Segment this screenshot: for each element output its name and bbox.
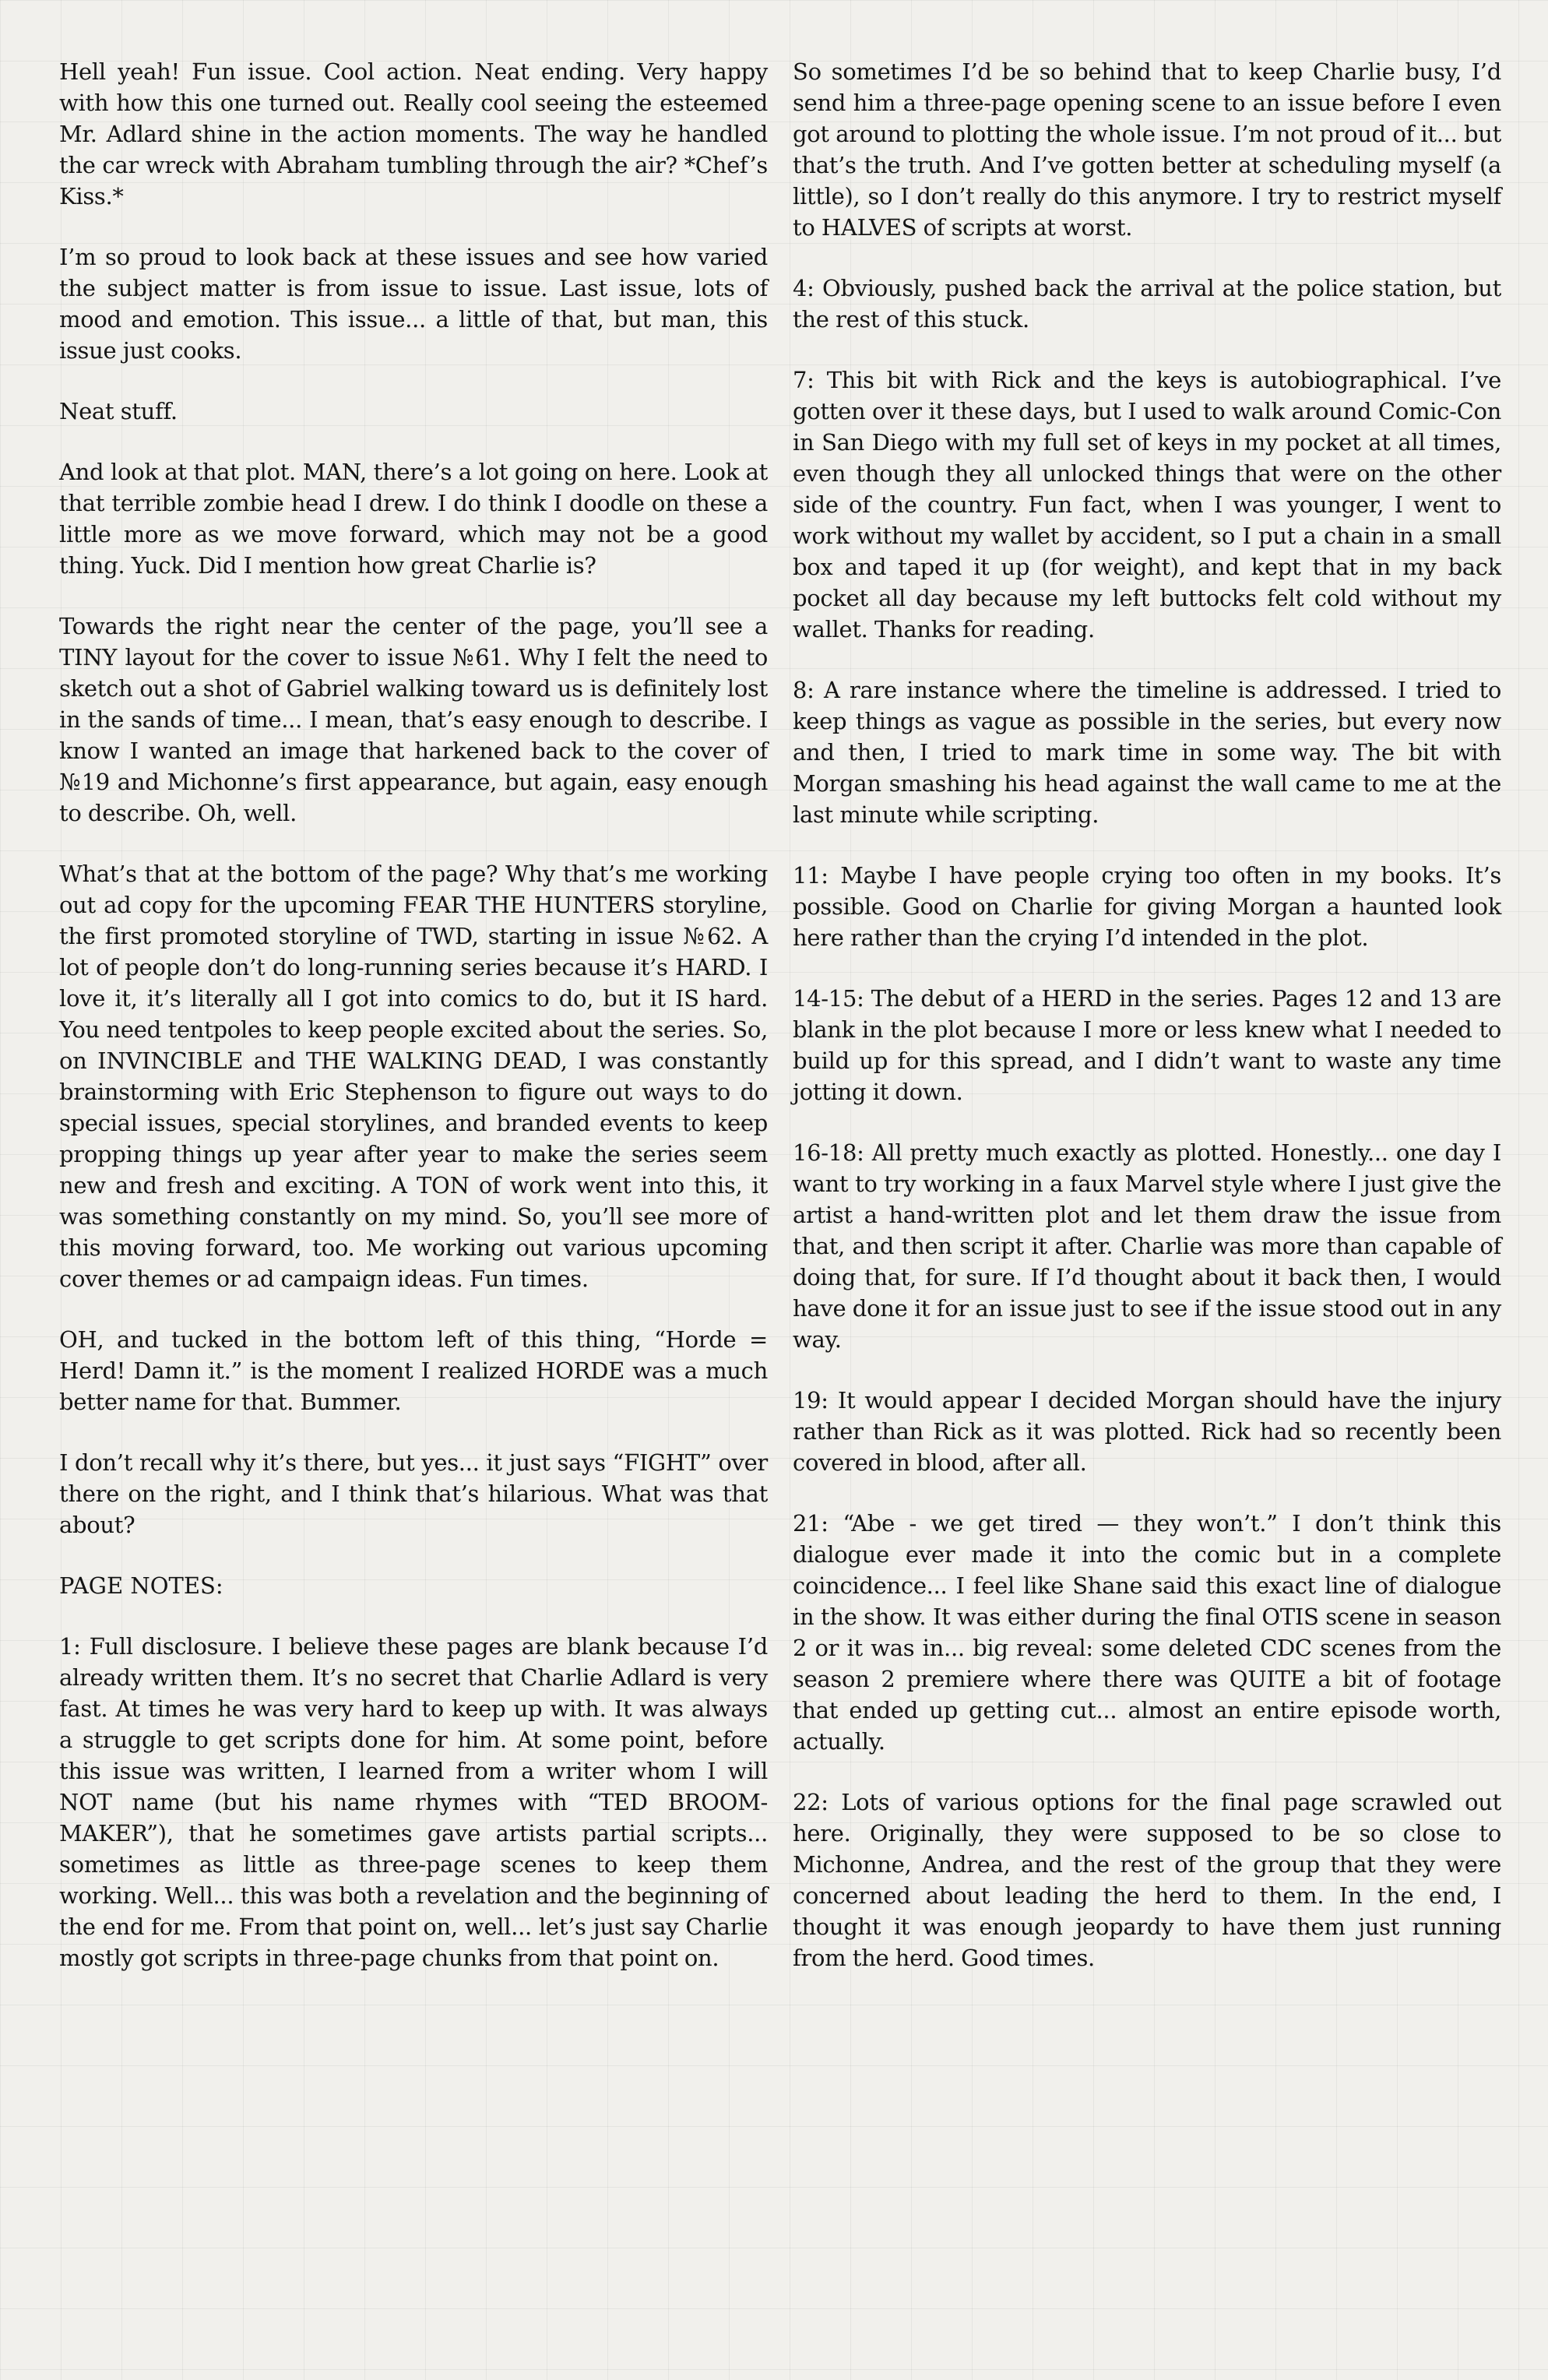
paragraph-neat-stuff: Neat stuff. [59, 398, 178, 424]
note-page-22: 22: Lots of various options for the final page scrawled out here. Originally, they were supposed to be so close to Michonne, Andrea, and the rest of the group that they were concerned about leading the herd to them. In the end, I thought it was enough jeopardy to have them just running from the herd. Good times. [793, 1789, 1501, 1971]
page-notes-heading: PAGE NOTES: [59, 1572, 223, 1599]
note-page-19: 19: It would appear I decided Morgan should have the injury rather than Rick as it was plotted. Rick had so recently been covered in blood, after all. [793, 1387, 1501, 1476]
paragraph-intro: Hell yeah! Fun issue. Cool action. Neat ending. Very happy with how this one turned out. Really cool seeing the esteemed Mr. Adlard shine in the action moments. The way he handled the car wreck with Abraham tumbling through the air? *Chef’s Kiss.* [59, 58, 768, 209]
note-pages-14-15: 14-15: The debut of a HERD in the series. Pages 12 and 13 are blank in the plot because I more or less knew what I needed to build up for this spread, and I didn’t want to waste any time jotting it down. [793, 985, 1501, 1105]
note-page-8: 8: A rare instance where the timeline is addressed. I tried to keep things as vague as possible in the series, but every now and then, I tried to mark time in some way. The bit with Morgan smashing his head against the wall came to me at the last minute while scripting. [793, 677, 1501, 828]
paragraph-cover-layout: Towards the right near the center of the page, you’ll see a TINY layout for the cover to issue №61. Why I felt the need to sketch out a shot of Gabriel walking toward us is definitely lost in the sands of time... I mean, that’s easy enough to describe. I know I wanted an image that harkened back to the cover of №19 and Michonne’s first appearance, but again, easy enough to describe. Oh, well. [59, 613, 768, 826]
note-page-4: 4: Obviously, pushed back the arrival at the police station, but the rest of this stuck. [793, 275, 1501, 333]
right-column [793, 56, 1501, 2003]
paragraph-ad-copy: What’s that at the bottom of the page? Why that’s me working out ad copy for the upcoming FEAR THE HUNTERS storyline, the first promoted storyline of TWD, starting in issue №62. A lot of people don’t do long-running series because it’s HARD. I love it, it’s literally all I got into comics to do, but it IS hard. You need tentpoles to keep people excited about the series. So, on INVINCIBLE and THE WALKING DEAD, I was constantly brainstorming with Eric Stephenson to figure out ways to do special issues, special storylines, and branded events to keep propping things up year after year to make the series seem new and fresh and exciting. A TON of work went into this, it was something constantly on my mind. So, you’ll see more of this moving forward, too. Me working out various upcoming cover themes or ad campaign ideas. Fun times. [59, 861, 768, 1292]
note-page-1: 1: Full disclosure. I believe these pages are blank because I’d already written them. It’s no secret that Charlie Adlard is very fast. At times he was very hard to keep up with. It was always a struggle to get scripts done for him. At some point, before this issue was written, I learned from a writer whom I will NOT name (but his name rhymes with “TED BROOM-MAKER”), that he sometimes gave artists partial scripts... sometimes as little as three-page scenes to keep them working. Well... this was both a revelation and the beginning of the end for me. From that point on, well... let’s just say Charlie mostly got scripts in three-page chunks from that point on. [59, 1633, 768, 1971]
paragraph-plot: And look at that plot. MAN, there’s a lot going on here. Look at that terrible zombie head I drew. I do think I doodle on these a little more as we move forward, which may not be a good thing. Yuck. Did I mention how great Charlie is? [59, 459, 768, 579]
paragraph-subject-matter: I’m so proud to look back at these issues and see how varied the subject matter is from issue to issue. Last issue, lots of mood and emotion. This issue... a little of that, but man, this issue just cooks. [59, 244, 768, 364]
paragraph-horde: OH, and tucked in the bottom left of this thing, “Horde = Herd! Damn it.” is the moment I realized HORDE was a much better name for that. Bummer. [59, 1326, 768, 1415]
note-pages-16-18: 16-18: All pretty much exactly as plotted. Honestly... one day I want to try working in a faux Marvel style where I just give the artist a hand-written plot and let them draw the issue from that, and then script it after. Charlie was more than capable of doing that, for sure. If I’d thought about it back then, I would have done it for an issue just to see if the issue stood out in any way. [793, 1139, 1501, 1353]
note-page-7: 7: This bit with Rick and the keys is autobiographical. I’ve gotten over it these days, but I used to walk around Comic-Con in San Diego with my full set of keys in my pocket at all times, even though they all unlocked things that were on the other side of the country. Fun fact, when I was younger, I went to work without my wallet by accident, so I put a chain in a small box and taped it up (for weight), and kept that in my back pocket all day because my left buttocks felt cold without my wallet. Thanks for reading. [793, 367, 1501, 643]
note-page-21: 21: “Abe - we get tired — they won’t.” I don’t think this dialogue ever made it into the comic but in a complete coincidence... I feel like Shane said this exact line of dialogue in the show. It was either during the final OTIS scene in season 2 or it was in... big reveal: some deleted CDC scenes from the season 2 premiere where there was QUITE a bit of footage that ended up getting cut... almost an entire episode worth, actually. [793, 1510, 1501, 1755]
paragraph-fight: I don’t recall why it’s there, but yes... it just says “FIGHT” over there on the right, and I think that’s hilarious. What was that about? [59, 1449, 768, 1538]
note-page-11: 11: Maybe I have people crying too often in my books. It’s possible. Good on Charlie for giving Morgan a haunted look here rather than the crying I’d intended in the plot. [793, 862, 1501, 951]
note-page-1-continued: So sometimes I’d be so behind that to keep Charlie busy, I’d send him a three-page opening scene to an issue before I even got around to plotting the whole issue. I’m not proud of it... but that’s the truth. And I’ve gotten better at scheduling myself (a little), so I don’t really do this anymore. I try to restrict myself to HALVES of scripts at worst. [793, 58, 1501, 241]
left-column [59, 56, 768, 2003]
